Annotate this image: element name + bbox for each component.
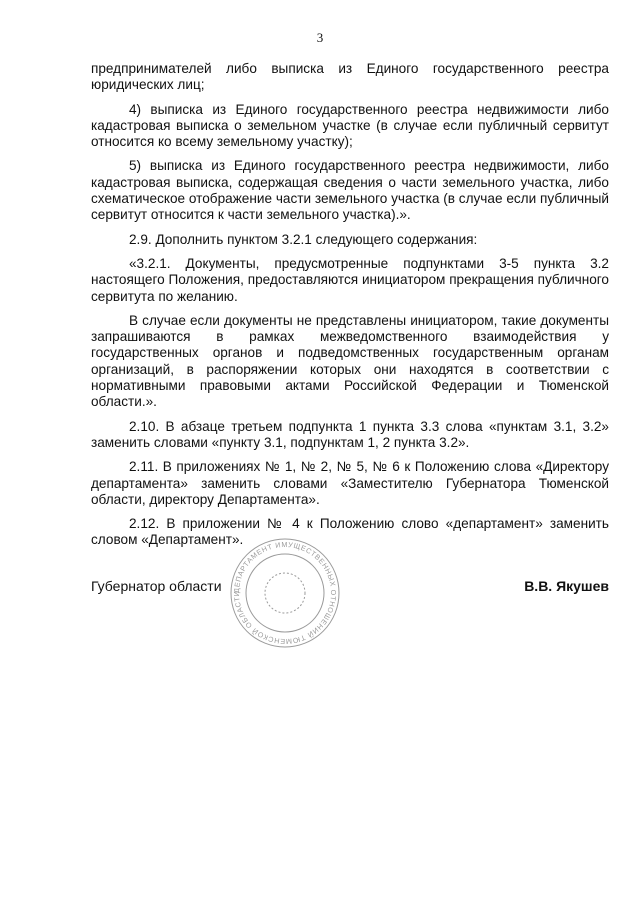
paragraph-item-4: 4) выписка из Единого государственного реестра недвижимости либо кадастровая выписка о земельном участке (в случае если публичный сервитут относится ко всему земельному участку); bbox=[91, 101, 609, 150]
paragraph-2-9: 2.9. Дополнить пунктом 3.2.1 следующего содержания: bbox=[129, 231, 478, 247]
paragraph-2-10: 2.10. В абзаце третьем подпункта 1 пункта 3.3 слова «пунктам 3.1, 3.2» заменить словами «пункту 3.1, подпунктам 1, 2 пункта 3.2». bbox=[91, 418, 609, 450]
paragraph-2-12: 2.12. В приложении № 4 к Положению слово «департамент» заменить словом «Департамент». bbox=[91, 516, 609, 548]
paragraph-item-5: 5) выписка из Единого государственного реестра недвижимости, либо кадастровая выписка, содержащая сведения о части земельного участка, либо схематическое отображение части земельного участка (в случае если публичный сервитут относится к части земельного участка).». bbox=[91, 158, 609, 223]
signature-block bbox=[91, 578, 609, 598]
document-body bbox=[91, 61, 609, 557]
signatory-title: Губернатор области bbox=[91, 578, 222, 594]
paragraph-continuation: предпринимателей либо выписка из Единого государственного реестра юридических лиц; bbox=[91, 61, 609, 93]
paragraph-3-2-1: «3.2.1. Документы, предусмотренные подпунктами 3-5 пункта 3.2 настоящего Положения, предоставляются инициатором прекращения публичного сервитута по желанию. bbox=[91, 255, 609, 304]
paragraph-2-11: 2.11. В приложениях № 1, № 2, № 5, № 6 к Положению слова «Директору департамента» заменить словами «Заместителю Губернатора Тюменской области, директору Департамента». bbox=[91, 459, 609, 507]
paragraph-interagency: В случае если документы не представлены инициатором, такие документы запрашиваются в рамках межведомственного взаимодействия у государственных органов и подведомственных государственным органам организаций, в распоряжении которых они находятся в соответствии с нормативными правовыми актами Российской Федерации и Тюменской области.». bbox=[91, 312, 609, 410]
seal-ring-text: ДЕПАРТАМЕНТ ИМУЩЕСТВЕННЫХ ОТНОШЕНИЙ ТЮМЕНСКОЙ ОБЛАСТИ bbox=[231, 539, 339, 647]
signatory-name: В.В. Якушев bbox=[524, 578, 609, 594]
page-number: 3 bbox=[316, 30, 324, 45]
